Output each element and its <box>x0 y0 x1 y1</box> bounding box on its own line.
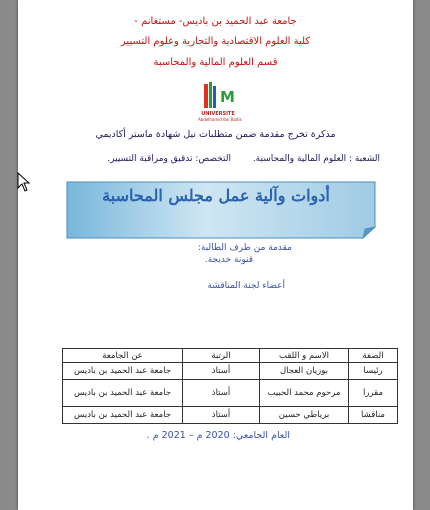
memoir-title: أدوات وآلية عمل مجلس المحاسبة <box>102 186 330 205</box>
table-cell: جامعة عبد الحميد بن باديس <box>63 407 183 424</box>
table-cell: أستاذ <box>183 380 260 407</box>
table-cell: برياطي حسين <box>260 407 349 424</box>
academic-year: العام الجامعي: 2020 م – 2021 م . <box>146 430 290 441</box>
column-header: عن الجامعة <box>63 349 183 363</box>
table-row <box>63 380 398 407</box>
table-cell: مرحوم محمد الحبيب <box>260 380 349 407</box>
table-cell: جامعة عبد الحميد بن باديس <box>63 380 183 407</box>
table-cell: مقررا <box>349 380 398 407</box>
jury-heading: أعضاء لجنة المناقشة <box>207 281 285 291</box>
table-cell: أستاذ <box>183 407 260 424</box>
faculty-name: كلية العلوم الاقتصادية والتجارية وعلوم التسيير <box>120 36 311 47</box>
student-name: قنونة خديجة. <box>204 255 253 265</box>
department-name: قسم العلوم المالية والمحاسبة <box>153 57 278 68</box>
table-row <box>63 363 398 380</box>
table-cell: أستاذ <box>183 363 260 380</box>
document-page <box>18 0 413 510</box>
table-row <box>63 407 398 424</box>
jury-table <box>62 348 398 424</box>
table-header-row <box>63 349 398 363</box>
column-header: الاسم و اللقب <box>260 349 349 363</box>
mouse-pointer-icon <box>17 172 31 192</box>
table-cell: جامعة عبد الحميد بن باديس <box>63 363 183 380</box>
memoir-statement: مذكرة تخرج مقدمة ضمن متطلبات نيل شهادة ماستر أكاديمي <box>95 129 336 140</box>
table-cell: رئيسا <box>349 363 398 380</box>
student-label: مقدمة من طرف الطالبة: <box>197 243 292 253</box>
table-cell: مناقشا <box>349 407 398 424</box>
branch-line: الشعبة : العلوم المالية والمحاسبة. <box>252 154 380 164</box>
table-cell: بوزيان العجال <box>260 363 349 380</box>
logo-caption: UNIVERSITE Abdelhamid Ibn Badis <box>198 111 242 122</box>
logo-letter: M <box>220 88 234 106</box>
column-header: الرتبة <box>183 349 260 363</box>
university-name: جامعة عبد الحميد بن باديس- مستغانم - <box>134 16 297 27</box>
column-header: الصفة <box>349 349 398 363</box>
specialty-line: التخصص: تدقيق ومراقبة التسيير. <box>107 154 231 164</box>
